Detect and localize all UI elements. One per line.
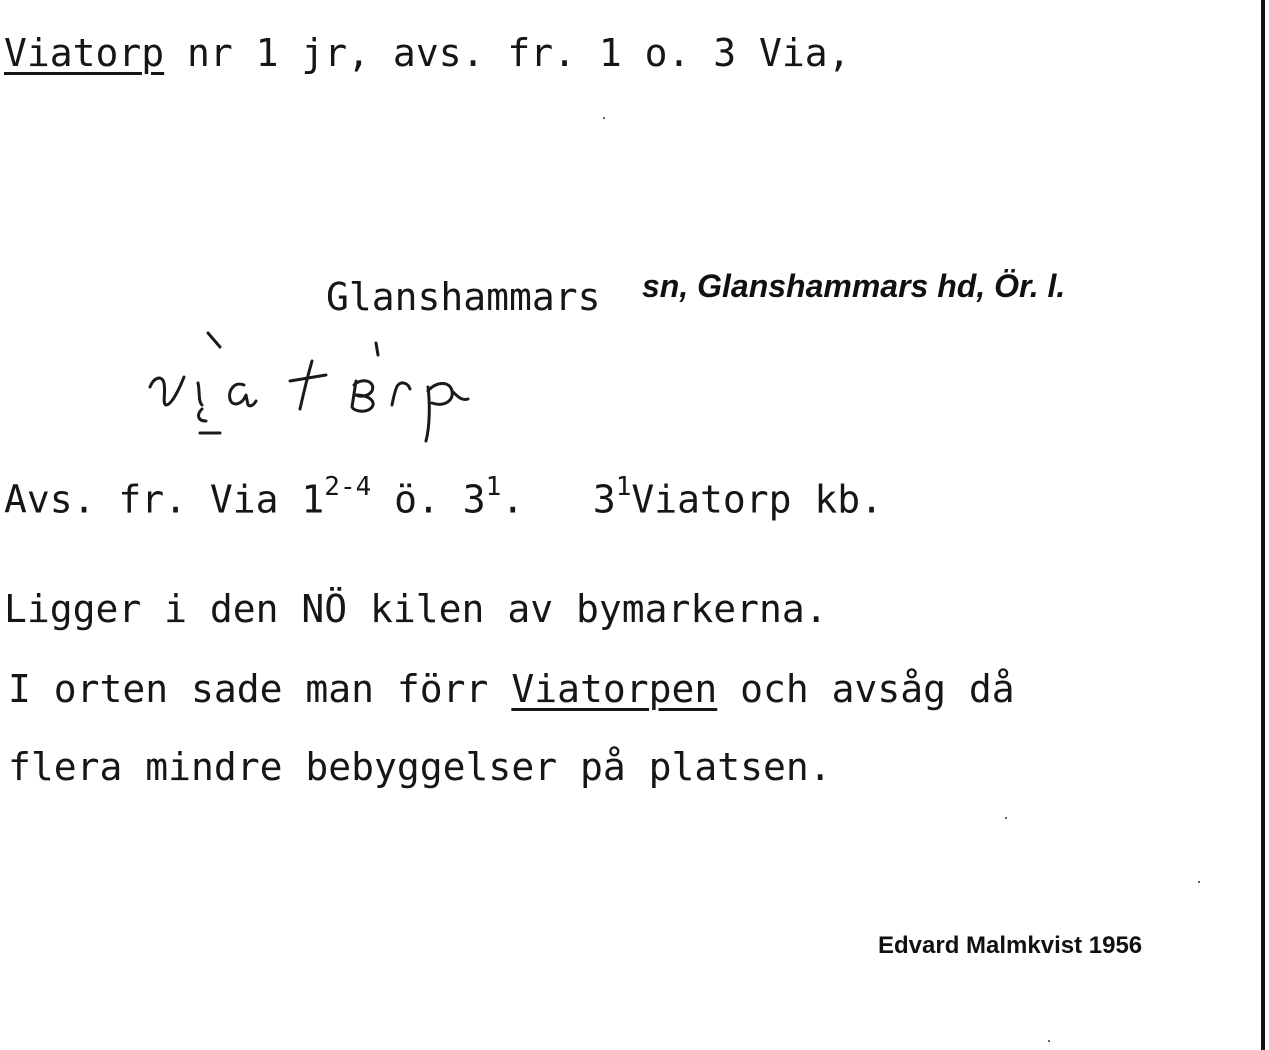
speck [1198, 881, 1200, 883]
description-line-3: flera mindre bebyggelser på platsen. [8, 745, 832, 789]
parish-typed: Glanshammars [326, 275, 601, 319]
heading-rest: nr 1 jr, avs. fr. 1 o. 3 Via, [164, 31, 851, 75]
sup-1-a: 1 [485, 472, 502, 502]
sup-2-4: 2-4 [324, 472, 372, 502]
desc2-suffix: och avsåg då [717, 667, 1015, 711]
abbrev-mid2: . 3 [501, 477, 616, 522]
speck [603, 117, 605, 119]
abbrev-end: Viatorp kb. [631, 477, 884, 522]
parish-printed: sn, Glanshammars hd, Ör. l. [642, 268, 1066, 304]
speck [1005, 817, 1007, 819]
abbrev-mid: ö. 3 [371, 477, 486, 522]
desc2-prefix: I orten sade man förr [8, 667, 512, 711]
handwritten-pronunciation [140, 325, 500, 445]
card-edge [1261, 0, 1265, 1050]
signature: Edvard Malmkvist 1956 [878, 932, 1143, 959]
abbreviation-line [4, 472, 884, 522]
sup-1-b: 1 [615, 472, 632, 502]
desc2-underlined: Viatorpen [511, 667, 718, 711]
speck [1048, 1040, 1050, 1042]
description-line-2 [8, 667, 1015, 711]
abbrev-prefix: Avs. fr. Via 1 [4, 477, 325, 522]
heading-line [4, 31, 851, 75]
description-line-1: Ligger i den NÖ kilen av bymarkerna. [4, 587, 828, 631]
place-name-underlined: Viatorp [4, 31, 165, 75]
